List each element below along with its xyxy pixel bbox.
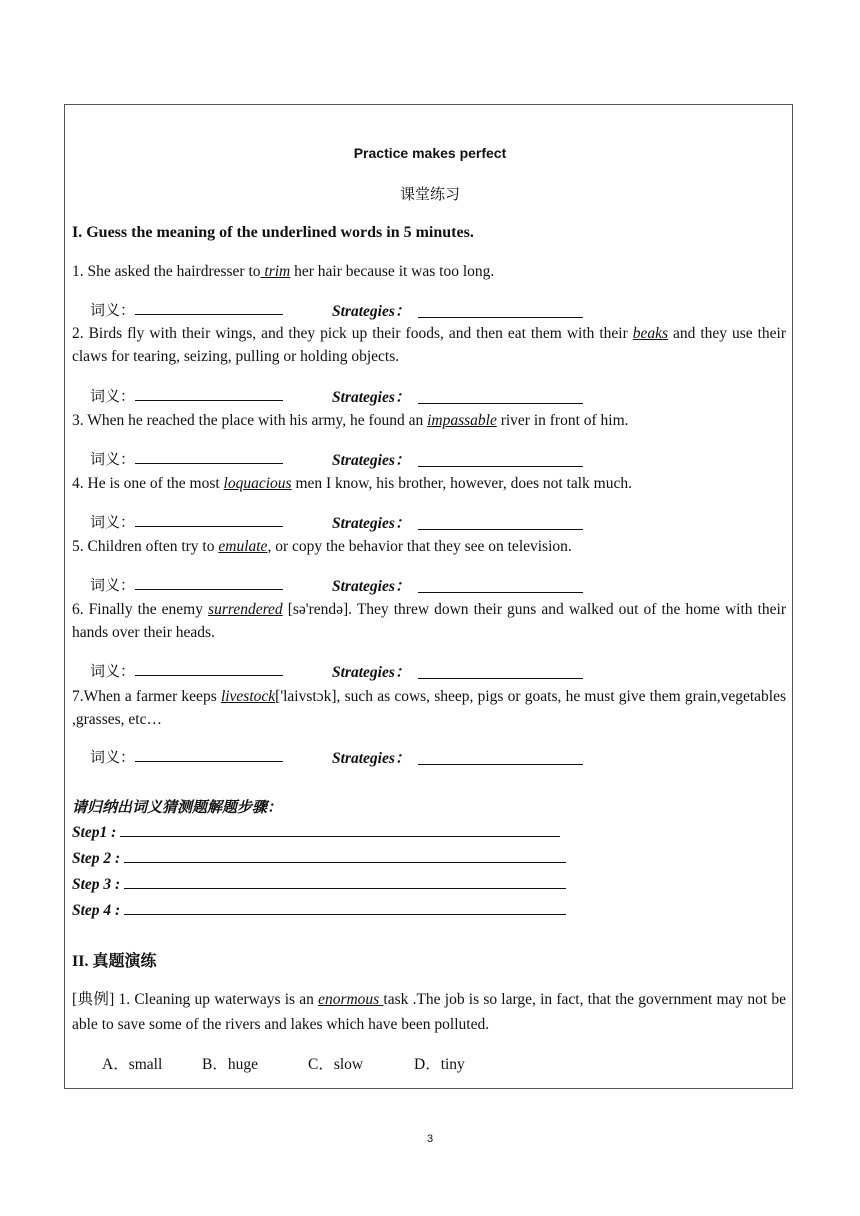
example-question: [典例] 1. Cleaning up waterways is an enormous task .The job is so large, in fact, that the government may not be able to save some of the rivers and lakes which have been polluted.	[72, 991, 787, 1033]
answer-row-4: 词义： Strategies：	[90, 511, 590, 532]
answer-row-7: 词义： Strategies：	[90, 746, 590, 767]
answer-row-2: 词义： Strategies：	[90, 385, 590, 406]
answer-row-5: 词义： Strategies：	[90, 574, 590, 595]
question-1: 1. She asked the hairdresser to trim her hair because it was too long.	[72, 263, 495, 280]
question-4: 4. He is one of the most loquacious men I know, his brother, however, does not talk much.	[72, 475, 632, 492]
meaning-blank[interactable]	[135, 300, 283, 315]
strategy-blank[interactable]	[418, 750, 583, 765]
meaning-blank[interactable]	[135, 512, 283, 527]
section-2-heading: II. 真题演练	[72, 953, 157, 970]
question-6: 6. Finally the enemy surrendered [sə'rendə]. They threw down their guns and walked out of the home with their hands over their heads.	[72, 601, 786, 641]
answer-row-3: 词义： Strategies：	[90, 448, 590, 469]
strategy-blank[interactable]	[418, 303, 583, 318]
underlined-word: enormous	[318, 991, 384, 1008]
underlined-word: emulate	[218, 538, 268, 555]
meaning-blank[interactable]	[135, 661, 283, 676]
answer-row-6: 词义： Strategies：	[90, 660, 590, 681]
strategy-blank[interactable]	[418, 389, 583, 404]
question-7: 7.When a farmer keeps livestock['laivstɔk], such as cows, sheep, pigs or goats, he must give them grain,vegetables ,grasses, etc…	[72, 688, 786, 728]
meaning-blank[interactable]	[135, 386, 283, 401]
underlined-word: trim	[260, 263, 291, 280]
strategy-blank[interactable]	[418, 578, 583, 593]
section-1-heading: I. Guess the meaning of the underlined words in 5 minutes.	[72, 224, 474, 241]
page-title: Practice makes perfect	[353, 145, 507, 161]
step-blank[interactable]	[124, 874, 566, 889]
page-number: 3	[426, 1133, 434, 1145]
step-4: Step 4 :	[72, 900, 566, 920]
step-blank[interactable]	[124, 900, 566, 915]
question-2: 2. Birds fly with their wings, and they pick up their foods, and then eat them with their beaks and they use their claws for tearing, seizing, pulling or holding objects.	[72, 325, 787, 365]
strategy-blank[interactable]	[418, 664, 583, 679]
underlined-word: surrendered	[208, 601, 283, 618]
content-frame	[64, 104, 793, 1089]
page-subtitle: 课堂练习	[399, 185, 460, 203]
step-blank[interactable]	[124, 848, 566, 863]
underlined-word: beaks	[632, 325, 669, 342]
question-5: 5. Children often try to emulate, or copy the behavior that they see on television.	[72, 538, 572, 555]
meaning-blank[interactable]	[135, 575, 283, 590]
strategy-blank[interactable]	[418, 515, 583, 530]
step-blank[interactable]	[120, 822, 560, 837]
underlined-word: impassable	[427, 412, 497, 429]
answer-row-1: 词义： Strategies：	[90, 299, 590, 320]
step-3: Step 3 :	[72, 874, 566, 894]
step-1: Step1 :	[72, 822, 560, 842]
meaning-blank[interactable]	[135, 747, 283, 762]
question-3: 3. When he reached the place with his army, he found an impassable river in front of him.	[72, 412, 629, 429]
answer-options	[102, 1052, 465, 1074]
underlined-word: livestock	[220, 688, 276, 705]
steps-heading: 请归纳出词义猜测题解题步骤：	[72, 798, 283, 816]
option-c[interactable]: C．slow	[308, 1056, 364, 1073]
underlined-word: loquacious	[223, 475, 292, 492]
option-b[interactable]: B．huge	[202, 1056, 258, 1073]
step-2: Step 2 :	[72, 848, 566, 868]
meaning-blank[interactable]	[135, 449, 283, 464]
strategy-blank[interactable]	[418, 452, 583, 467]
option-d[interactable]: D．tiny	[414, 1056, 465, 1073]
option-a[interactable]: A．small	[102, 1056, 163, 1073]
